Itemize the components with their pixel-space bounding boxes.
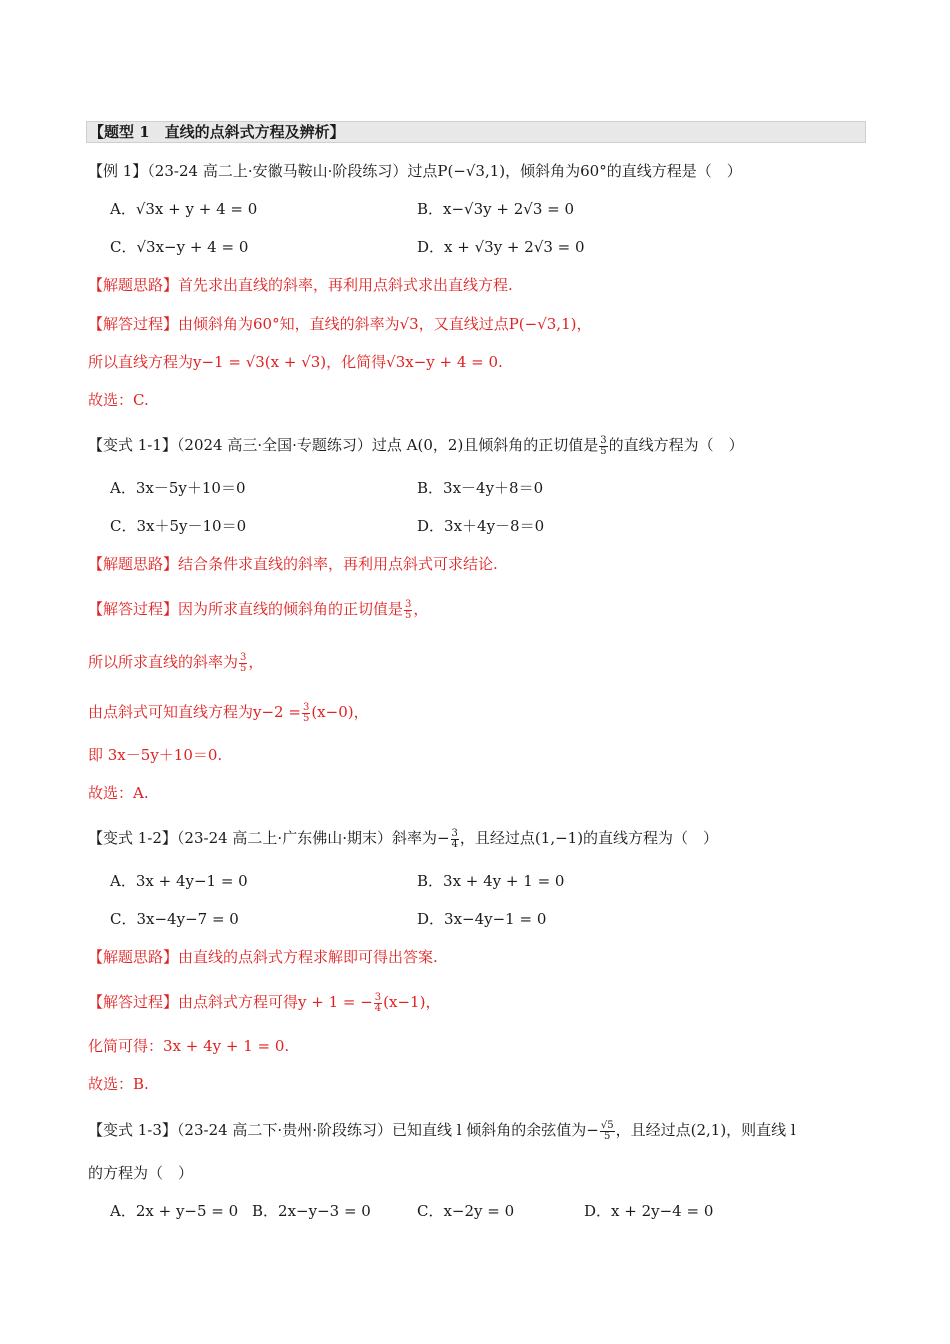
- variant-1-1-process-4: 即 3x－5y＋10＝0.: [88, 746, 223, 764]
- variant-1-3-option-d: D．x + 2y−4 = 0: [584, 1202, 714, 1220]
- variant-1-2-answer: 故选：B.: [88, 1075, 149, 1093]
- variant-1-2-idea: 【解题思路】由直线的点斜式方程求解即可得出答案.: [88, 948, 438, 966]
- example-1-question: 【例 1】（23-24 高二上·安徽马鞍山·阶段练习）过点P(−√3,1)，倾斜角为60°的直线方程是（ ）: [88, 162, 742, 180]
- fraction-sqrt5-5: $\frac{√5}{5}$: [600, 1119, 614, 1142]
- example-1-process-1: 【解答过程】由倾斜角为60°知，直线的斜率为√3，又直线过点P(−√3,1)，: [88, 315, 592, 333]
- variant-1-2-option-c: C．3x−4y−7 = 0: [110, 910, 239, 928]
- example-1-answer: 故选：C.: [88, 391, 149, 409]
- variant-1-2-process-2: 化简可得：3x + 4y + 1 = 0.: [88, 1037, 290, 1055]
- variant-1-1-option-c: C．3x＋5y－10＝0: [110, 517, 247, 535]
- variant-1-3-option-a: A．2x + y−5 = 0: [110, 1202, 239, 1220]
- example-1-option-c: C．√3x−y + 4 = 0: [110, 238, 249, 256]
- variant-1-1-answer: 故选：A.: [88, 784, 149, 802]
- example-1-idea: 【解题思路】首先求出直线的斜率，再利用点斜式求出直线方程.: [88, 276, 513, 294]
- fraction-3-5: $\frac{3}{5}$: [302, 701, 310, 724]
- variant-1-1-option-a: A．3x－5y＋10＝0: [110, 479, 246, 497]
- variant-1-2-option-d: D．3x−4y−1 = 0: [417, 910, 547, 928]
- variant-1-1-question-post: 的直线方程为（ ）: [608, 436, 744, 454]
- example-1-option-b: B．x−√3y + 2√3 = 0: [417, 200, 575, 218]
- variant-1-1-question: [88, 435, 744, 457]
- variant-1-2-process-1: 【解答过程】由点斜式方程可得y + 1 = − $\frac{3}{4}$ (x−1)，: [88, 991, 441, 1014]
- variant-1-3-option-b: B．2x−y−3 = 0: [252, 1202, 371, 1220]
- example-1-process-2: 所以直线方程为y−1 = √3(x + √3)，化简得√3x−y + 4 = 0.: [88, 353, 503, 371]
- variant-1-2-option-b: B．3x + 4y + 1 = 0: [417, 872, 565, 890]
- variant-1-1-question-pre: 【变式 1-1】（2024 高三·全国·专题练习）过点 A(0，2)且倾斜角的正切值是: [88, 436, 599, 454]
- variant-1-1-process-1: 【解答过程】因为所求直线的倾斜角的正切值是 $\frac{3}{5}$ ，: [88, 598, 429, 621]
- fraction-3-4: $\frac{3}{4}$: [451, 827, 458, 850]
- variant-1-1-process-2: 所以所求直线的斜率为 $\frac{3}{5}$ ，: [88, 651, 264, 674]
- variant-1-1-process-3: 由点斜式可知直线方程为y−2 = $\frac{3}{5}$ (x−0)，: [88, 701, 369, 724]
- fraction-3-5: $\frac{3}{5}$: [405, 598, 412, 621]
- variant-1-2-option-a: A．3x + 4y−1 = 0: [110, 872, 248, 890]
- example-1-option-a: A．√3x + y + 4 = 0: [110, 200, 258, 218]
- variant-1-1-option-d: D．3x＋4y－8＝0: [417, 517, 545, 535]
- example-1-option-d: D．x + √3y + 2√3 = 0: [417, 238, 585, 256]
- variant-1-3-question-line-2: 的方程为（ ）: [88, 1164, 194, 1182]
- variant-1-1-option-b: B．3x－4y＋8＝0: [417, 479, 544, 497]
- variant-1-3-question: 【变式 1-3】（23-24 高二下·贵州·阶段练习）已知直线 l 倾斜角的余弦值为− $\frac{√5}{5}$ ，且经过点(2,1)，则直线 l: [88, 1119, 796, 1142]
- variant-1-1-idea: 【解题思路】结合条件求直线的斜率，再利用点斜式可求结论.: [88, 555, 498, 573]
- variant-1-3-option-c: C．x−2y = 0: [417, 1202, 515, 1220]
- variant-1-2-question: 【变式 1-2】（23-24 高二上·广东佛山·期末）斜率为− $\frac{3}{4}$ ，且经过点(1,−1)的直线方程为（ ）: [88, 827, 719, 850]
- fraction-3-5: $\frac{3}{5}$: [600, 434, 607, 457]
- section-heading: 【题型 1 直线的点斜式方程及辨析】: [86, 121, 866, 143]
- fraction-3-4: $\frac{3}{4}$: [374, 991, 382, 1014]
- fraction-3-5: $\frac{3}{5}$: [240, 651, 247, 674]
